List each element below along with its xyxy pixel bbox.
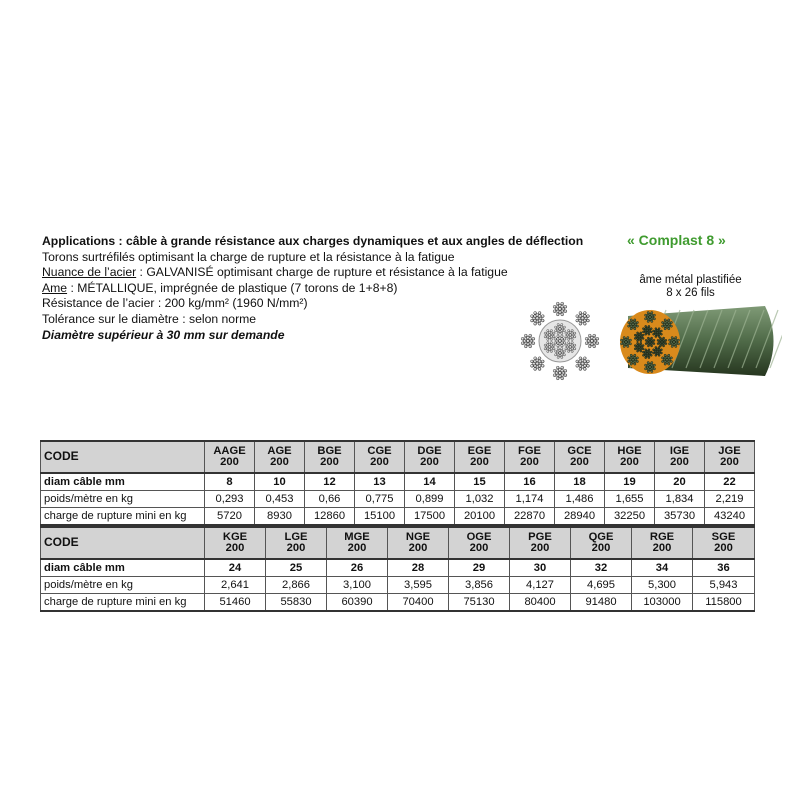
weight-cell: 5,943 — [693, 577, 755, 594]
code-label: CODE — [41, 527, 205, 559]
diameter-cell: 34 — [632, 559, 693, 577]
code-cell: OGE 200 — [449, 527, 510, 559]
breaking-load-cell: 28940 — [555, 508, 605, 526]
diameter-cell: 28 — [388, 559, 449, 577]
diameter-cell: 8 — [205, 473, 255, 491]
weight-row — [41, 577, 755, 594]
breaking-load-cell: 55830 — [266, 594, 327, 612]
weight-cell: 3,595 — [388, 577, 449, 594]
tolerance-line: Tolérance sur le diamètre : selon norme — [42, 311, 257, 326]
code-cell: AAGE 200 — [205, 441, 255, 473]
code-cell: JGE 200 — [705, 441, 755, 473]
diameter-cell: 10 — [255, 473, 305, 491]
breaking-load-row — [41, 508, 755, 526]
diameter-row — [41, 559, 755, 577]
diameter-cell: 18 — [555, 473, 605, 491]
spec-table-2 — [40, 526, 755, 612]
breaking-load-cell: 70400 — [388, 594, 449, 612]
diameter-label: diam câble mm — [41, 559, 205, 577]
breaking-load-cell: 51460 — [205, 594, 266, 612]
steel-grade-label: Nuance de l’acier — [42, 265, 137, 280]
weight-label: poids/mètre en kg — [41, 577, 205, 594]
breaking-load-cell: 91480 — [571, 594, 632, 612]
code-cell: PGE 200 — [510, 527, 571, 559]
weight-cell: 3,100 — [327, 577, 388, 594]
weight-cell: 1,486 — [555, 491, 605, 508]
breaking-load-cell: 80400 — [510, 594, 571, 612]
code-cell: EGE 200 — [455, 441, 505, 473]
code-row — [41, 527, 755, 559]
weight-cell: 0,775 — [355, 491, 405, 508]
diameter-cell: 30 — [510, 559, 571, 577]
resistance-line: Résistance de l’acier : 200 kg/mm² (1960 N/mm²) — [42, 296, 308, 311]
weight-cell: 2,641 — [205, 577, 266, 594]
applications-line: Applications : câble à grande résistance aux charges dynamiques et aux angles de déflection — [42, 234, 584, 248]
diameter-cell: 29 — [449, 559, 510, 577]
diameter-cell: 16 — [505, 473, 555, 491]
code-cell: KGE 200 — [205, 527, 266, 559]
diameter-cell: 25 — [266, 559, 327, 577]
diameter-cell: 15 — [455, 473, 505, 491]
breaking-load-row — [41, 594, 755, 612]
weight-cell: 0,66 — [305, 491, 355, 508]
code-cell: FGE 200 — [505, 441, 555, 473]
breaking-load-cell: 8930 — [255, 508, 305, 526]
code-cell: HGE 200 — [605, 441, 655, 473]
steel-grade-value: : GALVANISÉ optimisant charge de rupture et résistance à la fatigue — [136, 265, 508, 280]
weight-cell: 1,032 — [455, 491, 505, 508]
rope-side-view-icon — [620, 306, 782, 376]
core-caption-line2: 8 x 26 fils — [666, 287, 715, 299]
weight-cell: 2,866 — [266, 577, 327, 594]
diameter-cell: 32 — [571, 559, 632, 577]
breaking-load-cell: 20100 — [455, 508, 505, 526]
rope-illustration — [510, 296, 782, 386]
code-cell: BGE 200 — [305, 441, 355, 473]
weight-cell: 2,219 — [705, 491, 755, 508]
spec-table-1 — [40, 440, 755, 526]
code-cell: NGE 200 — [388, 527, 449, 559]
weight-cell: 5,300 — [632, 577, 693, 594]
core-caption-line1: âme métal plastifiée — [639, 274, 742, 286]
breaking-load-cell: 115800 — [693, 594, 755, 612]
diameter-cell: 19 — [605, 473, 655, 491]
strands-line: Torons surtréfilés optimisant la charge de rupture et la résistance à la fatigue — [42, 249, 455, 264]
breaking-load-cell: 75130 — [449, 594, 510, 612]
code-cell: LGE 200 — [266, 527, 327, 559]
diameter-row — [41, 473, 755, 491]
breaking-load-cell: 60390 — [327, 594, 388, 612]
weight-cell: 1,174 — [505, 491, 555, 508]
breaking-load-cell: 35730 — [655, 508, 705, 526]
weight-cell: 1,655 — [605, 491, 655, 508]
weight-cell: 4,695 — [571, 577, 632, 594]
core-value: : MÉTALLIQUE, imprégnée de plastique (7 torons de 1+8+8) — [67, 280, 398, 295]
diameter-cell: 22 — [705, 473, 755, 491]
diameter-cell: 36 — [693, 559, 755, 577]
larger-diameter-note: Diamètre supérieur à 30 mm sur demande — [42, 327, 285, 342]
breaking-load-cell: 17500 — [405, 508, 455, 526]
code-cell: IGE 200 — [655, 441, 705, 473]
weight-cell: 4,127 — [510, 577, 571, 594]
weight-cell: 0,293 — [205, 491, 255, 508]
breaking-load-cell: 12860 — [305, 508, 355, 526]
weight-cell: 0,899 — [405, 491, 455, 508]
code-cell: RGE 200 — [632, 527, 693, 559]
breaking-load-cell: 32250 — [605, 508, 655, 526]
weight-label: poids/mètre en kg — [41, 491, 205, 508]
weight-cell: 0,453 — [255, 491, 305, 508]
breaking-load-cell: 22870 — [505, 508, 555, 526]
core-line — [42, 281, 602, 297]
weight-cell: 3,856 — [449, 577, 510, 594]
code-label: CODE — [41, 441, 205, 473]
diameter-label: diam câble mm — [41, 473, 205, 491]
diameter-cell: 20 — [655, 473, 705, 491]
code-cell: GCE 200 — [555, 441, 605, 473]
breaking-load-label: charge de rupture mini en kg — [41, 508, 205, 526]
steel-grade-line — [42, 265, 602, 281]
weight-cell: 1,834 — [655, 491, 705, 508]
code-cell: DGE 200 — [405, 441, 455, 473]
code-cell: CGE 200 — [355, 441, 405, 473]
code-cell: SGE 200 — [693, 527, 755, 559]
diameter-cell: 12 — [305, 473, 355, 491]
code-row — [41, 441, 755, 473]
breaking-load-cell: 103000 — [632, 594, 693, 612]
core-label: Ame — [42, 280, 68, 295]
code-cell: AGE 200 — [255, 441, 305, 473]
breaking-load-cell: 5720 — [205, 508, 255, 526]
rope-cross-section-icon — [521, 302, 599, 380]
diameter-cell: 14 — [405, 473, 455, 491]
breaking-load-cell: 43240 — [705, 508, 755, 526]
diameter-cell: 26 — [327, 559, 388, 577]
code-cell: MGE 200 — [327, 527, 388, 559]
diameter-cell: 13 — [355, 473, 405, 491]
breaking-load-cell: 15100 — [355, 508, 405, 526]
weight-row — [41, 491, 755, 508]
breaking-load-label: charge de rupture mini en kg — [41, 594, 205, 612]
diameter-cell: 24 — [205, 559, 266, 577]
product-name: « Complast 8 » — [627, 232, 726, 248]
code-cell: QGE 200 — [571, 527, 632, 559]
